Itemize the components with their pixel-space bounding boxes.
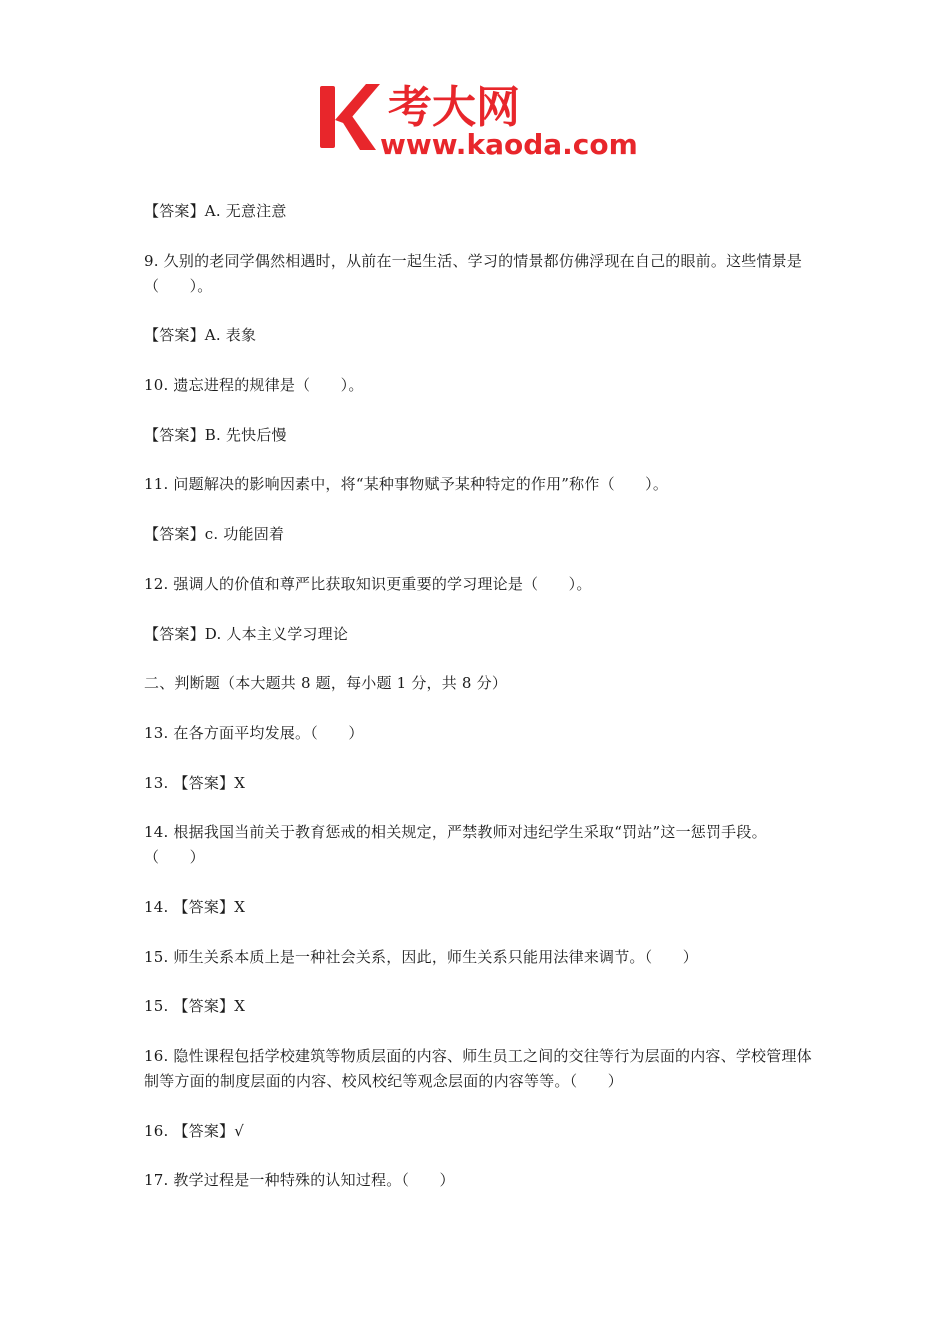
- answer-8: 【答案】A. 无意注意: [144, 202, 287, 220]
- logo-brand-text: 考大网: [388, 82, 520, 133]
- question-12: 12. 强调人的价值和尊严比获取知识更重要的学习理论是（ ）。: [144, 574, 592, 593]
- question-17: 17. 教学过程是一种特殊的认知过程。（ ）: [144, 1171, 455, 1190]
- logo-k-mark: [320, 84, 380, 150]
- answer-15: 15. 【答案】X: [144, 997, 246, 1016]
- answer-12: 【答案】D. 人本主义学习理论: [144, 624, 349, 643]
- document-body: [144, 199, 812, 1218]
- question-15: 15. 师生关系本质上是一种社会关系，因此，师生关系只能用法律来调节。（ ）: [144, 947, 698, 966]
- question-10: 10. 遗忘进程的规律是（ ）。: [144, 376, 364, 395]
- answer-9: 【答案】A. 表象: [144, 326, 257, 345]
- answer-16: 16. 【答案】√: [144, 1121, 244, 1140]
- question-14: 14. 根据我国当前关于教育惩戒的相关规定，严禁教师对违纪学生采取“罚站”这一惩罚手段。（ ）: [144, 823, 767, 867]
- answer-14: 14. 【答案】X: [144, 897, 246, 916]
- answer-13: 13. 【答案】X: [144, 773, 246, 792]
- question-9: 9. 久别的老同学偶然相遇时，从前在一起生活、学习的情景都仿佛浮现在自己的眼前。这些情景是（ ）。: [144, 251, 803, 295]
- logo-url-text: www.kaoda.com: [380, 128, 638, 160]
- question-16: 16. 隐性课程包括学校建筑等物质层面的内容、师生员工之间的交往等行为层面的内容、学校管理体制等方面的制度层面的内容、校风校纪等观念层面的内容等等。（ ）: [144, 1047, 812, 1090]
- answer-11: 【答案】c. 功能固着: [144, 525, 285, 544]
- answer-10: 【答案】B. 先快后慢: [144, 425, 287, 444]
- question-13: 13. 在各方面平均发展。（ ）: [144, 723, 364, 742]
- question-11: 11. 问题解决的影响因素中，将“某种事物赋予某种特定的作用”称作（ ）。: [144, 475, 669, 494]
- kaoda-logo: [318, 78, 638, 160]
- section-heading-true-false: 二、判断题（本大题共 8 题，每小题 1 分，共 8 分）: [144, 674, 508, 693]
